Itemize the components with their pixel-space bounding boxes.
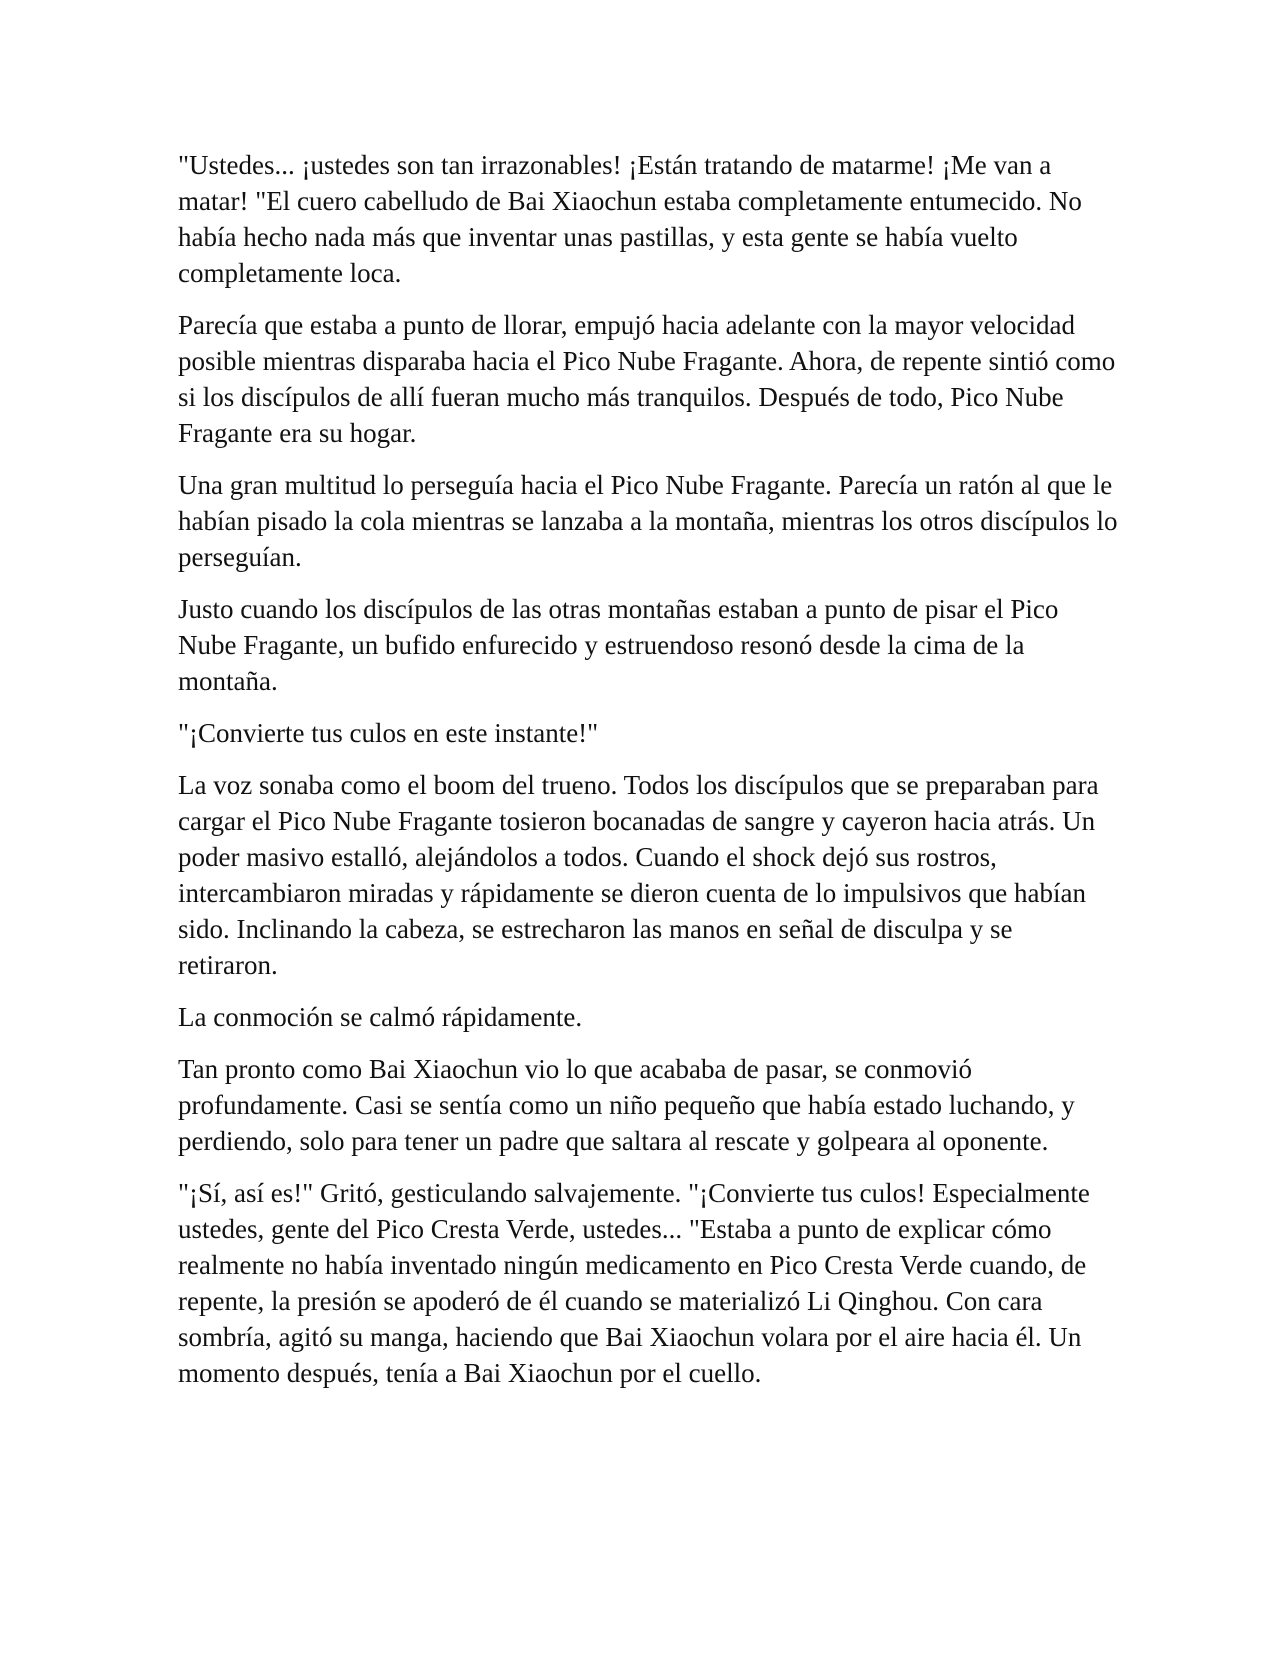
paragraph-6: La voz sonaba como el boom del trueno. Todos los discípulos que se preparaban para cargar el Pico Nube Fragante tosieron bocanadas de sangre y cayeron hacia atrás. Un poder masivo estalló, alejándolos a todos. Cuando el shock dejó sus rostros, intercambiaron miradas y rápidamente se dieron cuenta de lo impulsivos que habían sido. Inclinando la cabeza, se estrecharon las manos en señal de disculpa y se retiraron. bbox=[178, 770, 1099, 980]
paragraph-9: "¡Sí, así es!" Gritó, gesticulando salvajemente. "¡Convierte tus culos! Especialmente ustedes, gente del Pico Cresta Verde, ustedes... "Estaba a punto de explicar cómo realmente no había inventado ningún medicamento en Pico Cresta Verde cuando, de repente, la presión se apoderó de él cuando se materializó Li Qinghou. Con cara sombría, agitó su manga, haciendo que Bai Xiaochun volara por el aire hacia él. Un momento después, tenía a Bai Xiaochun por el cuello. bbox=[178, 1178, 1090, 1388]
paragraph-2: Parecía que estaba a punto de llorar, empujó hacia adelante con la mayor velocidad posible mientras disparaba hacia el Pico Nube Fragante. Ahora, de repente sintió como si los discípulos de allí fueran mucho más tranquilos. Después de todo, Pico Nube Fragante era su hogar. bbox=[178, 310, 1116, 448]
paragraph-4: Justo cuando los discípulos de las otras montañas estaban a punto de pisar el Pico Nube Fragante, un bufido enfurecido y estruendoso resonó desde la cima de la montaña. bbox=[178, 594, 1059, 696]
paragraph-3: Una gran multitud lo perseguía hacia el Pico Nube Fragante. Parecía un ratón al que le habían pisado la cola mientras se lanzaba a la montaña, mientras los otros discípulos lo perseguían. bbox=[178, 470, 1118, 572]
paragraph-8: Tan pronto como Bai Xiaochun vio lo que acababa de pasar, se conmovió profundamente. Casi se sentía como un niño pequeño que había estado luchando, y perdiendo, solo para tener un padre que saltara al rescate y golpeara al oponente. bbox=[178, 1054, 1075, 1156]
text-column bbox=[178, 147, 1118, 1391]
paragraph-1: "Ustedes... ¡ustedes son tan irrazonables! ¡Están tratando de matarme! ¡Me van a matar! "El cuero cabelludo de Bai Xiaochun estaba completamente entumecido. No había hecho nada más que inventar unas pastillas, y esta gente se había vuelto completamente loca. bbox=[178, 150, 1082, 288]
paragraph-5: "¡Convierte tus culos en este instante!" bbox=[178, 718, 599, 748]
paragraph-7: La conmoción se calmó rápidamente. bbox=[178, 1002, 583, 1032]
